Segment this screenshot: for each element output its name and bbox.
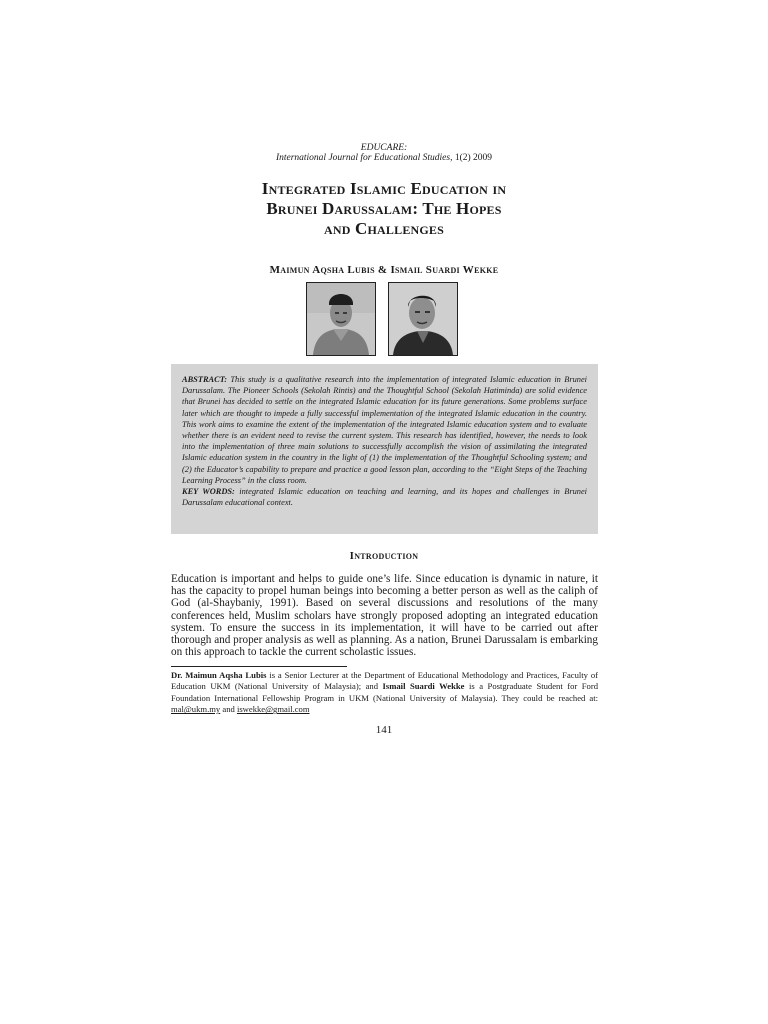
journal-issue: 1(2) 2009 [454,153,493,163]
footnote-text-1: is a Senior Lecturer at the Department of Educational Methodology and Practices, Faculty of Education UKM (National University of Malaysia); and [171,670,598,692]
section-heading: Introduction [349,550,419,562]
author-portrait-2 [389,283,457,355]
introduction-paragraph: Education is important and helps to guide one’s life. Since education is dynamic in nature, it has the capacity to propel human beings into becoming a better person as well as the caliph of God (al-Shaybaniy, 1991). Based on several discussions and resolutions of the many conferences held, Muslim scholars have strongly proposed adopting an integrated education system. To ensure the success in its implementation, it will have to be carried out after thorough and proper analysis as well as planning. As a nation, Brunei Darussalam is embarking on this approach to tackle the current scholastic issues. [171,573,598,659]
title-line: Integrated Islamic Education in [261,179,507,198]
journal-citation [0,153,768,163]
keywords-label: KEY WORDS: [182,487,235,497]
paper-title [0,179,768,239]
author-portrait-1 [307,283,375,355]
email-link-2[interactable]: iswekke@gmail.com [236,704,310,715]
journal-full-name: International Journal for Educational Studies, [275,153,453,163]
author-photo-2 [388,282,458,356]
page-number: 141 [375,724,393,736]
journal-name: EDUCARE: [360,143,408,153]
abstract-body: This study is a qualitative research into the implementation of integrated Islamic education in Brunei Darussalam. The Pioneer Schools (Sekolah Rintis) and the Thoughtful School (Sekolah Hatiminda) are solid evidence that Brunei has decided to settle on the integrated Islamic education for its future generations. Some problems surface later which are thought to impede a fully successful implementation of the integrated Islamic education in the country. This work aims to examine the extent of the implementation of the integrated Islamic education system and to evaluate whether there is an evident need to revise the current system. This research has identified, however, the needs to look into the implementation of three main solutions to successfully accomplish the vision of assimilating the integrated Islamic education system in the country in the light of (1) the implementation of the Thoughtful Schooling system; and (2) the Educator’s capability to prepare and practice a good lesson plan, according to the “Eight Steps of the Teaching Learning Process” in the class room. [182,375,587,485]
email-link-1[interactable]: mal@ukm.my [171,704,221,715]
abstract-paragraph [182,374,587,486]
footnote-and: and [222,704,235,715]
keywords-paragraph [182,486,587,508]
author-photo-1 [306,282,376,356]
footnote-author-2: Ismail Suardi Wekke [382,681,465,692]
abstract-label: ABSTRACT: [182,375,227,384]
title-line: Brunei Darussalam: The Hopes [266,199,502,218]
footnote-author-1: Dr. Maimun Aqsha Lubis [171,670,267,680]
keywords-body: integrated Islamic education on teaching and learning, and its hopes and challenges in Brunei Darussalam educational context. [182,487,587,508]
author-footnote [171,670,598,716]
title-line: and Challenges [323,219,444,238]
footnote-divider [171,666,347,667]
footnote-text-2: is a Postgraduate Student for Ford Foundation International Fellowship Program in UKM (National University of Malaysia). They could be reached at: [171,681,598,703]
author-names: Maimun Aqsha Lubis & Ismail Suardi Wekke [269,264,499,276]
abstract [182,374,587,508]
